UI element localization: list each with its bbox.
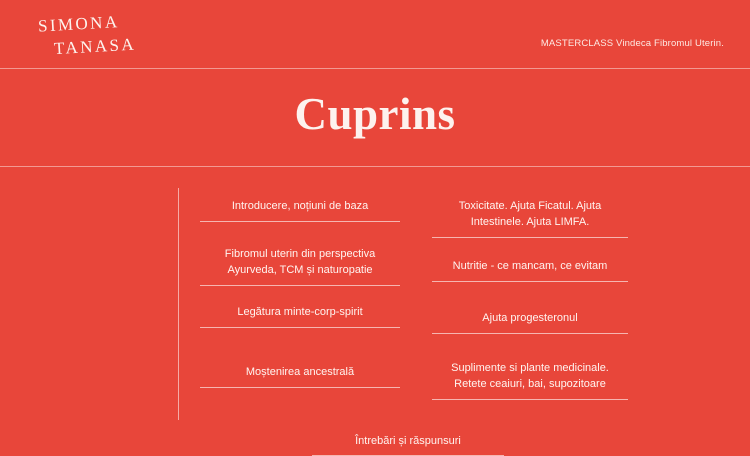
slide-header [0, 0, 750, 69]
toc-item-label: Toxicitate. Ajuta Ficatul. Ajuta Intestinele. Ajuta LIMFA. [458, 200, 602, 228]
toc-item-label: Legătura minte-corp-spirit [237, 305, 363, 318]
list-item[interactable] [432, 192, 628, 238]
list-item[interactable] [432, 304, 628, 334]
toc-item-label: Ajuta progesteronul [482, 311, 578, 324]
list-item[interactable] [200, 358, 400, 388]
list-item[interactable] [200, 240, 400, 286]
toc-item-label: Suplimente si plante medicinale. Retete ceaiuri, bai, supozitoare [451, 362, 609, 390]
logo-line-1: SIMONA [37, 12, 120, 36]
toc-item-label: Întrebări și răspunsuri [355, 435, 461, 447]
logo-line-2: TANASA [53, 34, 137, 59]
list-item[interactable] [432, 354, 628, 400]
toc-left-column [200, 192, 400, 400]
title-band [0, 68, 750, 167]
vertical-divider [178, 188, 179, 420]
toc-content [0, 166, 750, 447]
toc-right-column [432, 192, 628, 410]
list-item[interactable] [200, 298, 400, 328]
list-item[interactable] [200, 192, 400, 222]
list-item-questions[interactable] [312, 430, 504, 456]
toc-item-label: Fibromul uterin din perspectiva Ayurveda, TCM și naturopatie [224, 248, 376, 276]
list-item[interactable] [432, 252, 628, 282]
masterclass-label: MASTERCLASS Vindeca Fibromul Uterin. [540, 38, 724, 49]
page-title: Cuprins [294, 89, 456, 139]
toc-item-label: Moștenirea ancestrală [245, 365, 355, 378]
brand-logo [38, 14, 168, 58]
toc-item-label: Introducere, noțiuni de baza [231, 199, 369, 212]
toc-item-label: Nutritie - ce mancam, ce evitam [452, 259, 608, 272]
